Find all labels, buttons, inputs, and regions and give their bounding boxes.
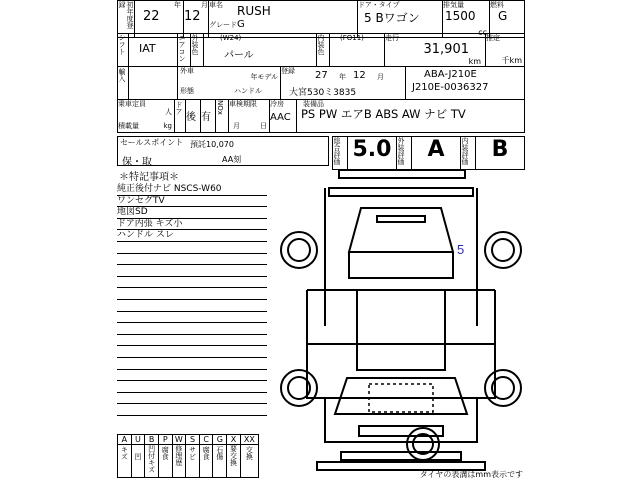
note-line [117,277,267,289]
reg-month: 12 [184,9,201,24]
legend-code: U [131,435,145,445]
model-code: ABA-J210E [424,69,477,80]
legend-meaning-cell [172,445,186,478]
rear-roof [357,344,445,370]
equipment-value: PS PW エアB ABS AW ナビ TV [301,107,466,121]
legend-meaning-cell [186,445,200,478]
score-box [332,136,525,170]
note-line: ドア内張 キズ小 [117,219,267,231]
damage-mark: 5 [457,242,465,257]
note-line [117,312,267,324]
legend-code: XX [240,435,258,445]
door-type: 5 Bワゴン [364,11,420,25]
sales-note: AA刻 [222,155,242,164]
registration-label: 登録 [281,67,295,75]
tire-front-left-inner [288,239,310,261]
note-line [117,335,267,347]
registration-row [117,66,525,100]
note-line [117,381,267,393]
registration-month: 12 [353,70,366,81]
front-bumper [339,170,465,178]
legend-meaning: キズ [120,446,129,460]
tire-front-left [281,232,317,268]
legend-meaning-cell [213,445,227,478]
model-name-label: 車名 [209,1,223,9]
interior-score: B [491,137,509,162]
overall-score-label: 総合評価 [333,137,341,165]
cooling-value: AAC [270,112,291,123]
hood-detail [377,216,425,222]
auction-sheet [117,0,525,480]
exterior-label: 外車 [180,67,194,75]
inspection-label: 車検期限 [229,100,257,108]
inspection-day: 日 [260,122,267,130]
legend-meaning-cell [158,445,172,478]
legend-meaning: 凹 [133,453,142,460]
tire-front-right [485,232,521,268]
notes-lines [117,184,267,416]
legend-meaning: 腐食 [161,446,170,460]
windshield [349,208,453,252]
ext-color-code: (W24) [220,34,242,42]
inspection-month: 月 [233,122,240,130]
exterior-score-label: 外装評価 [397,137,405,165]
note-line: 地図SD [117,207,267,219]
roof-front [349,252,453,278]
rear-bumper [341,452,461,460]
tire-note: タイヤの表溝はmm表示です [419,470,523,479]
note-line [117,346,267,358]
seating-label: 乗車定員 [118,100,146,108]
note-line [117,323,267,335]
sales-point-label: セールスポイント [120,138,184,147]
spec-row [117,33,525,67]
legend-meaning-cell [131,445,145,478]
note-line [117,300,267,312]
notes-section [117,172,267,416]
model-name: RUSH [237,4,271,18]
handle-label: ハンドル [234,87,262,95]
legend-meaning: 交換 [245,446,254,460]
legend-meaning: 腐食 [202,446,211,460]
note-line: ハンドル スレ [117,230,267,242]
legend-meaning-cell [240,445,258,478]
legend-code: B [145,435,159,445]
ext-color: パール [224,50,254,61]
legend-meanings-row [118,445,259,478]
door-label: ドア [175,101,183,115]
reg-year-unit: 年 [174,1,181,9]
note-line [117,288,267,300]
shift-label: シフト [118,34,126,55]
legend-code: A [118,435,132,445]
capacity-unit: kg [163,122,172,130]
legend-meaning-cell [199,445,213,478]
reg-year: 22 [143,9,160,24]
legend-code: G [213,435,227,445]
legend-meaning: 石傷 [215,446,224,460]
legend-meaning: 要交換 [229,445,238,466]
first-reg-label: 初年度登録 [118,1,134,29]
plate-label: 形態 [180,87,194,95]
int-color-code: (FO11) [340,34,364,42]
estimate-unit: 千km [501,56,522,65]
ownership: 保・取 [122,157,152,168]
legend-code: X [227,435,241,445]
shift-value: IAT [139,42,156,55]
mileage-label: 走行 [385,34,399,42]
legend-meaning-cell [118,445,132,478]
door-type-label: ドア・タイプ [358,1,400,9]
mileage-unit: km [468,57,481,66]
legend-code: S [186,435,200,445]
note-line [117,370,267,382]
sales-point-box [117,136,329,166]
overall-score: 5.0 [352,137,392,162]
mileage: 31,901 [423,42,469,57]
int-color-label: 内装色 [317,34,325,55]
cooling-label: 冷房 [270,100,284,108]
legend-meaning: サビ [188,446,197,460]
tire-front-right-inner [492,239,514,261]
estimate-label: 推定 [486,34,500,42]
displacement: 1500 [445,9,476,23]
nox-label: NOx [216,100,224,115]
car-diagram [277,166,525,480]
note-line [117,358,267,370]
plate-number: 大宮530ミ3835 [289,88,357,98]
notes-title: ＊特記事項＊ [119,172,179,183]
defect-legend [117,434,259,478]
legend-meaning: 凹付キズ [147,445,156,473]
legend-meaning-cell [145,445,159,478]
exterior-score: A [427,137,445,162]
legend-codes-row [118,435,259,445]
grade: G [237,19,245,30]
capacity-label: 積載量 [118,122,139,130]
spare-tire [407,428,439,460]
aircon-label: エアコン [178,34,186,62]
equipment-label: 装備品 [303,100,324,108]
import-label: 輸入 [118,68,126,82]
legend-meaning: 修理歴 [174,445,183,466]
legend-code: W [172,435,186,445]
ext-color-label: 外装色 [191,34,199,55]
registration-year: 27 [315,70,328,81]
fuel: G [498,9,508,23]
displacement-label: 排気量 [443,1,464,9]
reg-month-unit: 月 [201,1,208,9]
note-line [117,404,267,416]
chassis-number: J210E-0036327 [412,82,489,93]
model-year-label: 年モデル [250,73,278,81]
recycle-fee: 預託10,070 [190,140,234,149]
equipment-row [117,99,525,133]
note-line [117,242,267,254]
displacement-unit: cc [478,28,487,37]
roof [357,290,445,344]
note-line [117,254,267,266]
seating-unit: 人 [165,108,172,116]
fuel-label: 燃料 [490,1,504,9]
interior-score-label: 内装評価 [461,137,469,165]
grade-label: グレード [209,21,237,29]
tire-rear-right [485,370,521,406]
tire-rear-left [281,370,317,406]
note-line [117,393,267,405]
registration-year-unit: 年 [339,73,346,81]
rear-base [317,462,485,470]
rear-plate [359,426,443,436]
legend-meaning-cell [227,445,241,478]
hood-line [329,188,473,196]
note-line: ワンセグTV [117,196,267,208]
door-value: 後 [186,112,196,123]
note-line: 純正後付ナビ NSCS-W60 [117,184,267,196]
registration-month-unit: 月 [377,73,384,81]
legend-code: P [158,435,172,445]
door-sub: 有 [201,112,211,123]
legend-code: C [199,435,213,445]
note-line [117,265,267,277]
